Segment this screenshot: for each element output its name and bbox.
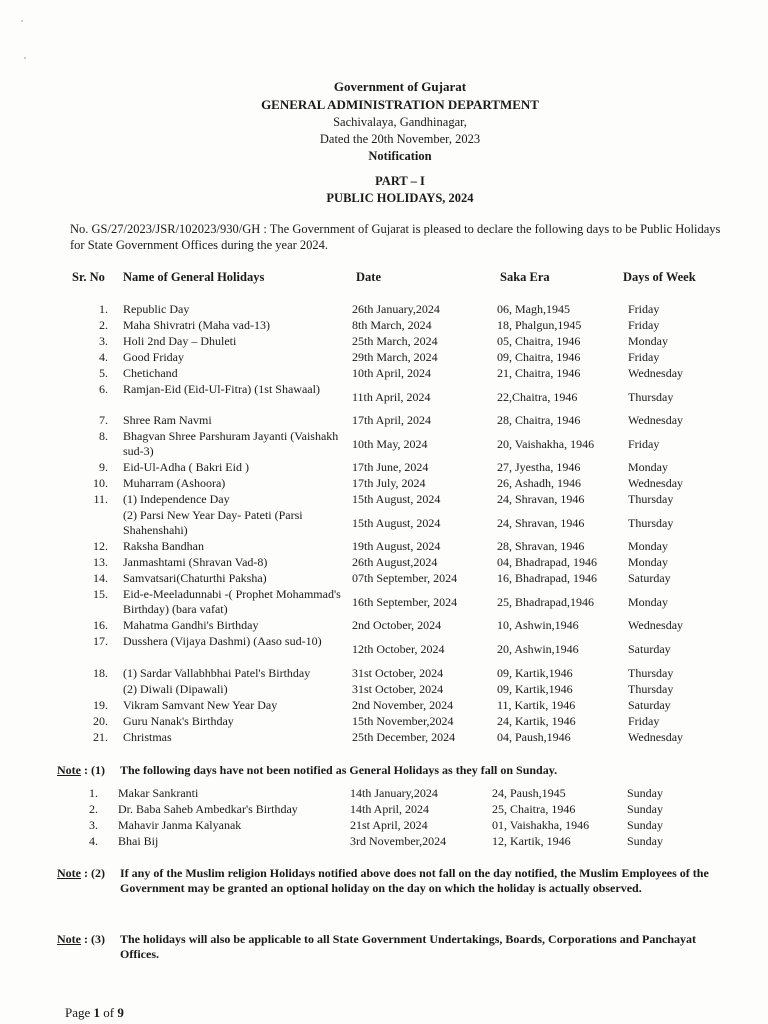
sr-no: 8. [99,429,108,443]
holiday-name: Samvatsari(Chaturthi Paksha) [123,571,267,585]
holiday-date: 26th August,2024 [352,555,438,569]
holiday-name: Eid-Ul-Adha ( Bakri Eid ) [123,460,249,474]
sr-no: 20. [93,714,108,728]
weekday: Sunday [627,818,663,832]
holiday-date: 25th March, 2024 [352,334,438,348]
sr-no: 21. [93,730,108,744]
saka-date: 26, Ashadh, 1946 [497,476,581,490]
saka-date: 20, Ashwin,1946 [497,641,579,656]
weekday: Wednesday [628,730,684,744]
saka-date: 12, Kartik, 1946 [492,834,571,848]
saka-date: 20, Vaishakha, 1946 [497,436,595,451]
saka-date: 25, Chaitra, 1946 [492,802,576,816]
holiday-date: 10th April, 2024 [352,366,432,380]
col-header-day: Days of Week [623,270,696,284]
table-row [0,413,768,428]
doc-type: Notification [368,149,432,163]
note-1-text: The following days have not been notified as General Holidays as they fall on Sunday. [120,763,558,777]
saka-date: 05, Chaitra, 1946 [497,334,581,348]
holiday-date: 15th November,2024 [352,714,454,728]
note-2-text: If any of the Muslim religion Holidays notified above does not fall on the day notified, the Muslim Employees of the Government may be granted an optional holiday on the day on which the holiday is actually observed. [120,866,709,895]
col-header-saka: Saka Era [500,270,550,284]
holiday-name: Eid-e-Meeladunnabi -( Prophet Mohammad's Birthday) (bara vafat) [123,587,341,616]
saka-date: 28, Chaitra, 1946 [497,413,581,427]
note-3-label: Note : (3) [57,932,105,946]
list-item [0,818,768,833]
table-row [0,666,768,681]
table-row [0,366,768,381]
subject-title: PUBLIC HOLIDAYS, 2024 [326,191,474,205]
holiday-name: Janmashtami (Shravan Vad-8) [123,555,268,569]
table-row [0,730,768,745]
holiday-name: Mahavir Janma Kalyanak [118,818,242,832]
holiday-date: 17th June, 2024 [352,460,429,474]
col-header-date: Date [356,270,381,284]
holiday-name: Bhagvan Shree Parshuram Jayanti (Vaishakh sud-3) [123,429,339,458]
table-row [0,571,768,586]
table-row [0,714,768,729]
sr-no: 10. [93,476,108,490]
saka-date: 21, Chaitra, 1946 [497,366,581,380]
note-3-text: The holidays will also be applicable to all State Government Undertakings, Boards, Corporations and Panchayat Offices. [120,932,697,961]
sr-no: 11. [93,492,108,506]
table-row [0,429,768,459]
holiday-name: Dusshera (Vijaya Dashmi) (Aaso sud-10) [123,634,322,648]
sr-no: 12. [93,539,108,553]
sr-no: 16. [93,618,108,632]
saka-date: 24, Shravan, 1946 [497,492,585,506]
weekday: Saturday [628,641,671,656]
weekday: Friday [628,436,660,451]
col-header-sr: Sr. No [72,270,105,284]
weekday: Thursday [628,666,674,680]
table-row [0,350,768,365]
holiday-name: Makar Sankranti [118,786,199,800]
sr-no: 15. [93,587,108,601]
note-2-label: Note : (2) [57,866,105,880]
weekday: Saturday [628,698,671,712]
table-row [0,302,768,317]
table-row [0,618,768,633]
note-1-label: Note : (1) [57,763,105,777]
table-row [0,698,768,713]
sr-no: 4. [99,350,108,364]
saka-date: 01, Vaishakha, 1946 [492,818,590,832]
holiday-name: Good Friday [123,350,184,364]
table-row [0,555,768,570]
holiday-date: 3rd November,2024 [350,834,447,848]
holiday-date: 16th September, 2024 [352,594,458,609]
table-row [0,382,768,412]
saka-date: 10, Ashwin,1946 [497,618,579,632]
weekday: Friday [628,302,660,316]
weekday: Wednesday [628,618,684,632]
scan-speck [24,57,26,59]
holiday-name: (2) Diwali (Dipawali) [123,682,228,696]
holiday-date: 14th April, 2024 [350,802,430,816]
table-row [0,476,768,491]
saka-date: 27, Jyestha, 1946 [497,460,581,474]
table-row [0,634,768,664]
weekday: Sunday [627,834,663,848]
holiday-name: Chetichand [123,366,178,380]
sr-no: 5. [99,366,108,380]
saka-date: 11, Kartik, 1946 [497,698,576,712]
table-row [0,334,768,349]
saka-date: 28, Shravan, 1946 [497,539,585,553]
list-item [0,834,768,849]
holiday-name: Dr. Baba Saheb Ambedkar's Birthday [118,802,298,816]
saka-date: 18, Phalgun,1945 [497,318,582,332]
holiday-name: Christmas [123,730,172,744]
weekday: Friday [628,714,660,728]
saka-date: 24, Kartik, 1946 [497,714,576,728]
weekday: Monday [628,334,668,348]
sr-no: 4. [89,834,98,848]
sr-no: 2. [99,318,108,332]
weekday: Thursday [628,682,674,696]
dated-line: Dated the 20th November, 2023 [319,132,481,146]
sr-no: 2. [89,802,98,816]
holiday-name: Raksha Bandhan [123,539,204,553]
weekday: Friday [628,318,660,332]
col-header-name: Name of General Holidays [123,270,265,284]
weekday: Saturday [628,571,671,585]
holiday-name: Guru Nanak's Birthday [123,714,234,728]
list-item [0,802,768,817]
saka-date: 04, Paush,1946 [497,730,571,744]
holiday-name: Shree Ram Navmi [123,413,212,427]
list-item [0,786,768,801]
weekday: Thursday [628,389,674,404]
sr-no: 17. [93,634,108,648]
holiday-name: Republic Day [123,302,190,316]
holiday-date: 12th October, 2024 [352,641,445,656]
holiday-name: Mahatma Gandhi's Birthday [123,618,259,632]
sr-no: 9. [99,460,108,474]
weekday: Wednesday [628,413,684,427]
sr-no: 7. [99,413,108,427]
holiday-date: 2nd October, 2024 [352,618,442,632]
scan-speck [21,20,23,22]
holiday-date: 15th August, 2024 [352,515,441,530]
saka-date: 06, Magh,1945 [497,302,570,316]
weekday: Monday [628,460,668,474]
holiday-name: (1) Independence Day [123,492,230,506]
weekday: Sunday [627,786,663,800]
saka-date: 24, Shravan, 1946 [497,515,585,530]
saka-date: 09, Chaitra, 1946 [497,350,581,364]
holiday-date: 11th April, 2024 [352,389,431,404]
saka-date: 22,Chaitra, 1946 [497,389,578,404]
sr-no: 6. [99,382,108,396]
holiday-date: 21st April, 2024 [350,818,428,832]
table-row [0,460,768,475]
table-row [0,318,768,333]
part-label: PART – I [375,174,425,188]
holiday-date: 29th March, 2024 [352,350,438,364]
table-row [0,539,768,554]
weekday: Thursday [628,515,674,530]
sr-no: 14. [93,571,108,585]
weekday: Monday [628,555,668,569]
sr-no: 1. [99,302,108,316]
saka-date: 04, Bhadrapad, 1946 [497,555,597,569]
sr-no: 19. [93,698,108,712]
intro-paragraph: No. GS/27/2023/JSR/102023/930/GH : The Government of Gujarat is pleased to declare the following days to be Public Holidays for State Government Offices during the year 2024. [70,222,721,252]
holiday-name: Muharram (Ashoora) [123,476,226,490]
holiday-date: 19th August, 2024 [352,539,441,553]
table-row [0,587,768,617]
government-title: Government of Gujarat [333,79,467,94]
holiday-name: Holi 2nd Day – Dhuleti [123,334,237,348]
holiday-date: 25th December, 2024 [352,730,456,744]
weekday: Monday [628,539,668,553]
holiday-name: Ramjan-Eid (Eid-Ul-Fitra) (1st Shawaal) [123,382,320,396]
page-footer: Page 1 of 9 [65,1005,124,1020]
saka-date: 24, Paush,1945 [492,786,566,800]
holiday-date: 31st October, 2024 [352,666,444,680]
sr-no: 1. [89,786,98,800]
sr-no: 3. [99,334,108,348]
saka-date: 09, Kartik,1946 [497,666,573,680]
saka-date: 25, Bhadrapad,1946 [497,594,594,609]
holiday-date: 17th April, 2024 [352,413,432,427]
holiday-name: (1) Sardar Vallabhbhai Patel's Birthday [123,666,311,680]
holiday-date: 2nd November, 2024 [352,698,454,712]
weekday: Thursday [628,492,674,506]
table-row [0,492,768,507]
holiday-date: 17th July, 2024 [352,476,426,490]
holiday-date: 07th September, 2024 [352,571,458,585]
weekday: Sunday [627,802,663,816]
weekday: Wednesday [628,366,684,380]
weekday: Friday [628,350,660,364]
holiday-date: 31st October, 2024 [352,682,444,696]
place-line: Sachivalaya, Gandhinagar, [333,115,467,129]
holiday-name: Vikram Samvant New Year Day [123,698,278,712]
holiday-date: 15th August, 2024 [352,492,441,506]
sr-no: 18. [93,666,108,680]
saka-date: 09, Kartik,1946 [497,682,573,696]
sr-no: 3. [89,818,98,832]
holiday-name: (2) Parsi New Year Day- Pateti (Parsi Shahenshahi) [123,508,303,537]
saka-date: 16, Bhadrapad, 1946 [497,571,597,585]
table-row [0,682,768,697]
department-title: GENERAL ADMINISTRATION DEPARTMENT [261,97,539,112]
weekday: Wednesday [628,476,684,490]
holiday-date: 26th January,2024 [352,302,440,316]
holiday-date: 8th March, 2024 [352,318,432,332]
weekday: Monday [628,594,668,609]
holiday-date: 14th January,2024 [350,786,438,800]
holiday-date: 10th May, 2024 [352,436,428,451]
holiday-name: Bhai Bij [118,834,159,848]
table-row [0,508,768,538]
sr-no: 13. [93,555,108,569]
holiday-name: Maha Shivratri (Maha vad-13) [123,318,270,332]
